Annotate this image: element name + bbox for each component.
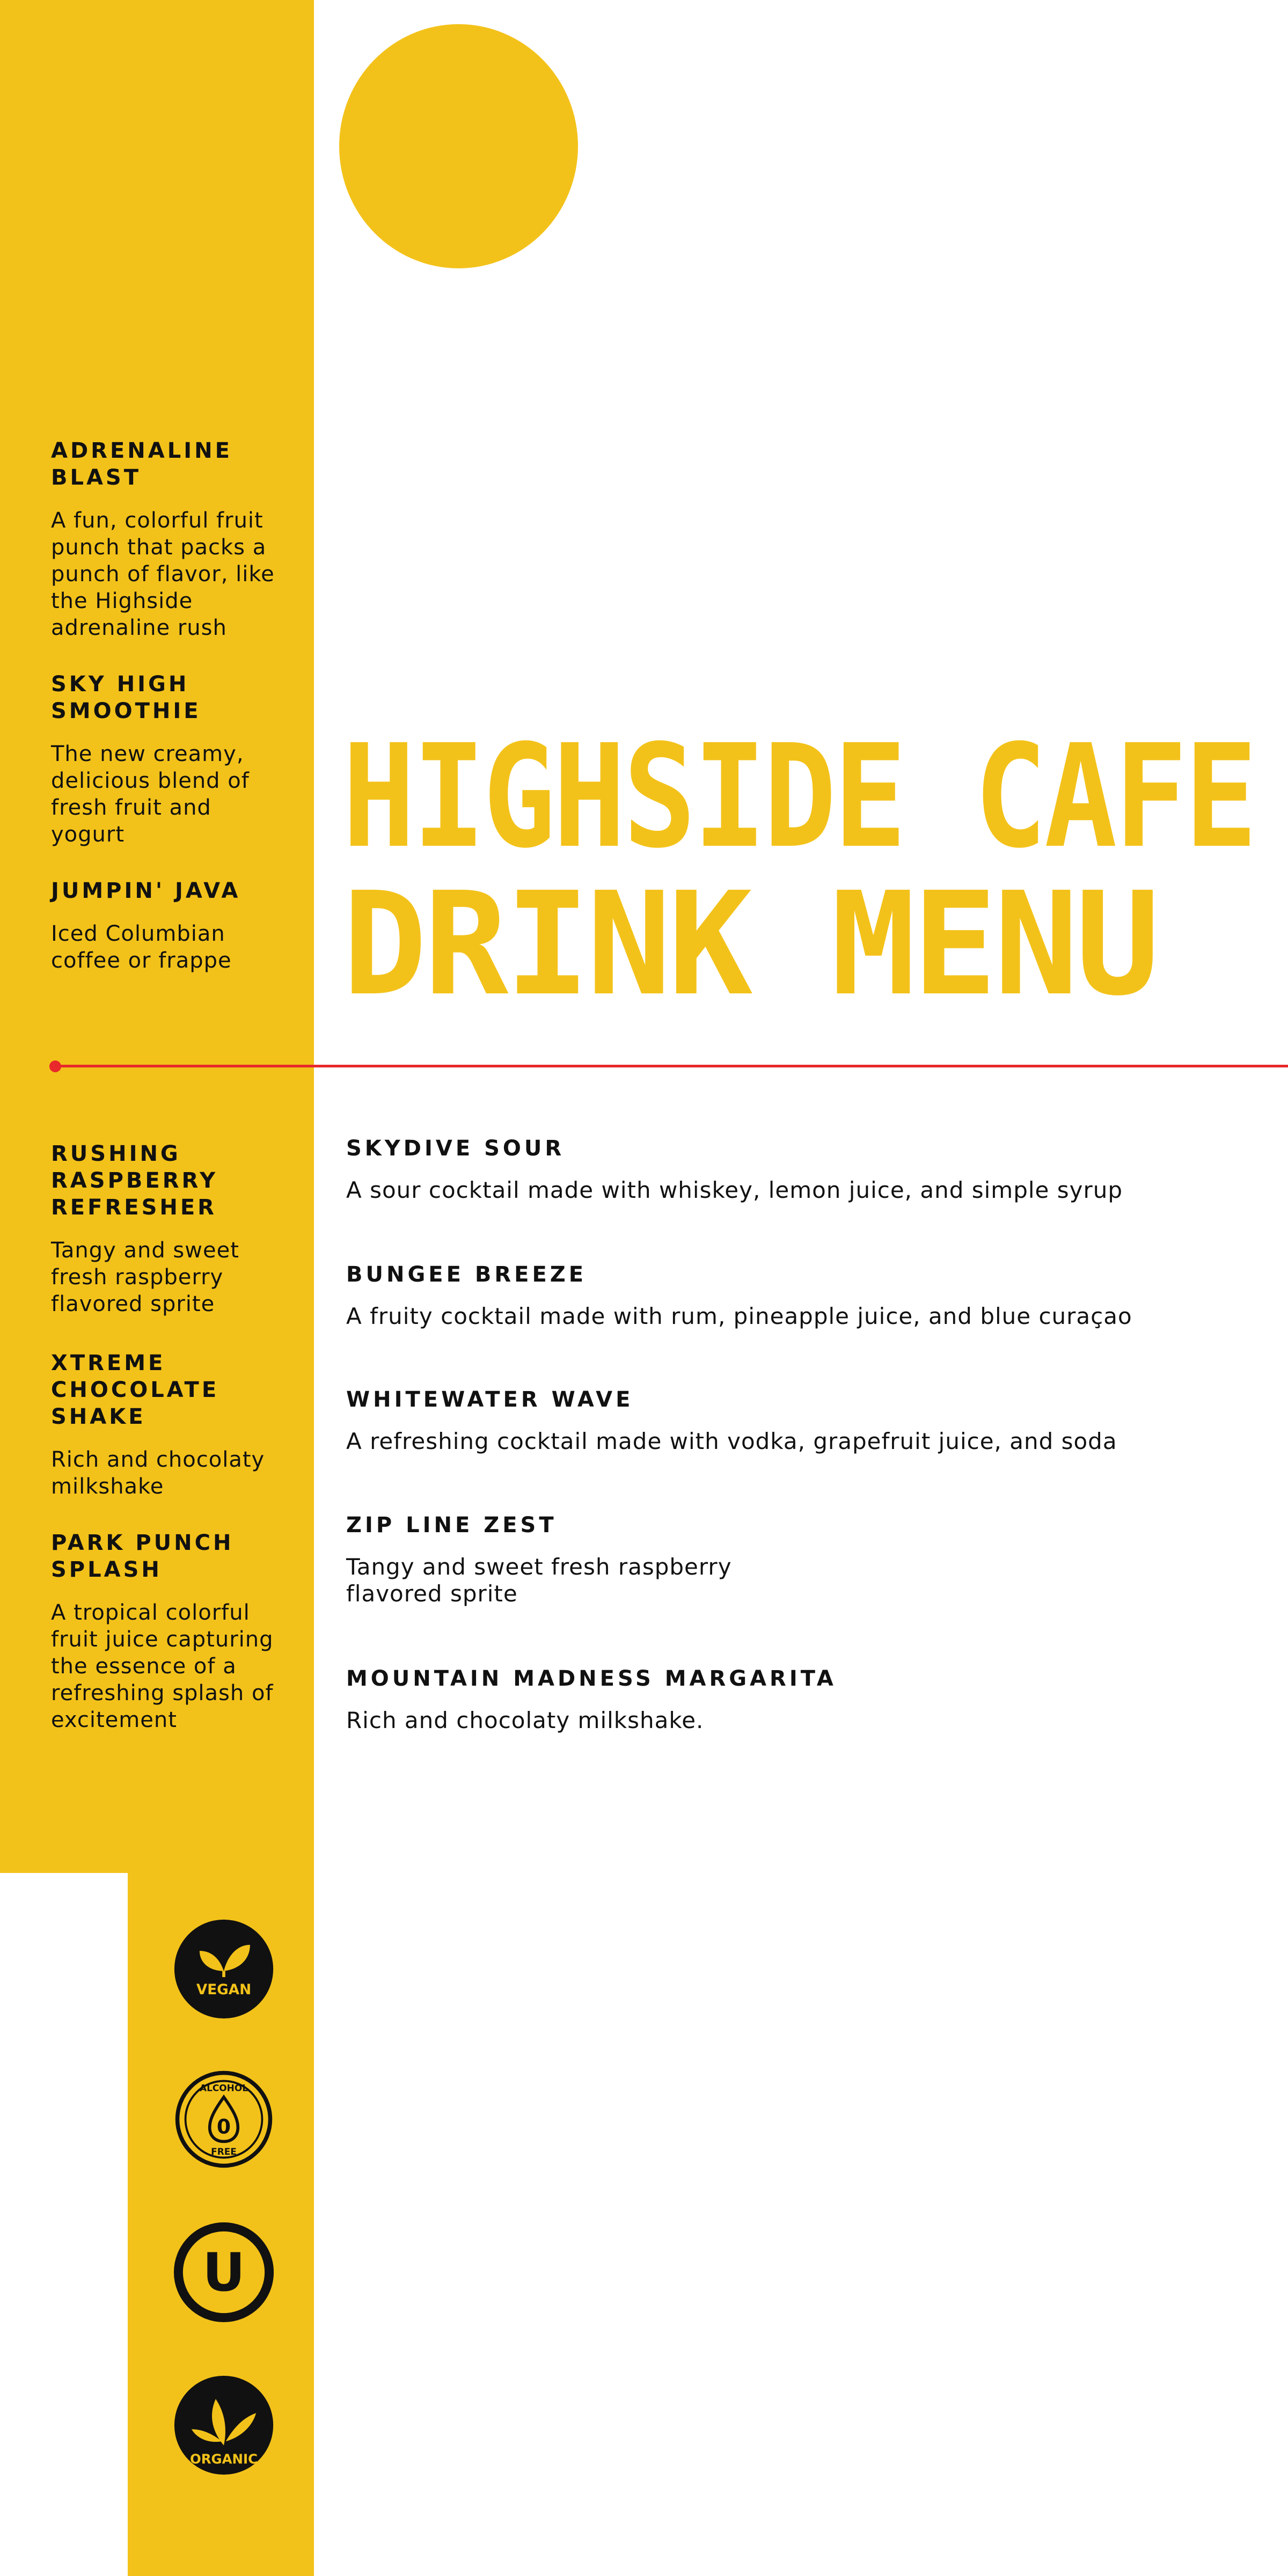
sidebar-item-description: A fun, colorful fruit punch that packs a punch of flavor, like the Highside adrenaline rush — [51, 508, 275, 640]
menu-item-title: WHITEWATER WAVE — [346, 1387, 634, 1412]
divider-line — [56, 1065, 1288, 1067]
menu-item-mountain-madness-margarita — [346, 1665, 1258, 1734]
sidebar-item-description: A tropical colorful fruit juice capturing the essence of a refreshing splash of excitement — [51, 1600, 274, 1732]
sidebar-item-title: ADRENALINE BLAST — [51, 438, 232, 490]
menu-item-zip-line-zest — [346, 1512, 1258, 1607]
menu-item-whitewater-wave — [346, 1386, 1258, 1455]
alcohol-free-top-label: ALCOHOL — [200, 2082, 248, 2094]
alcohol-free-icon — [178, 2073, 270, 2166]
sidebar-item-jumpin-java — [51, 877, 276, 974]
kosher-badge — [173, 2222, 274, 2323]
menu-item-description: Rich and chocolaty milkshake. — [346, 1707, 704, 1733]
vegan-badge — [173, 1919, 274, 2019]
sidebar-item-title: JUMPIN' JAVA — [51, 879, 241, 903]
sidebar-item-park-punch-splash — [51, 1529, 276, 1733]
sidebar-item-sky-high-smoothie — [51, 671, 276, 848]
menu-item-title: MOUNTAIN MADNESS MARGARITA — [346, 1666, 837, 1691]
yellow-circle-decoration — [339, 24, 578, 268]
menu-item-description: Tangy and sweet fresh raspberry flavored sprite — [346, 1554, 732, 1607]
alcohol-free-bottom-label: FREE — [211, 2146, 237, 2157]
page-title-line-2: DRINK MENU — [342, 862, 1157, 1027]
alcohol-free-badge — [173, 2069, 274, 2170]
menu-item-title: BUNGEE BREEZE — [346, 1262, 587, 1287]
sidebar-item-description: The new creamy, delicious blend of fresh fruit and yogurt — [51, 742, 250, 847]
kosher-label: U — [202, 2242, 245, 2303]
sidebar-item-title: XTREME CHOCOLATE SHAKE — [51, 1351, 219, 1429]
menu-item-bungee-breeze — [346, 1261, 1258, 1330]
sidebar-item-description: Rich and chocolaty milkshake — [51, 1447, 265, 1499]
alcohol-free-zero: 0 — [216, 2114, 231, 2139]
menu-item-title: SKYDIVE SOUR — [346, 1136, 565, 1161]
page-title-line-1: HIGHSIDE CAFE — [342, 714, 1255, 880]
sidebar-item-description: Tangy and sweet fresh raspberry flavored sprite — [51, 1238, 239, 1316]
menu-item-description: A refreshing cocktail made with vodka, grapefruit juice, and soda — [346, 1428, 1117, 1454]
menu-item-title: ZIP LINE ZEST — [346, 1513, 557, 1538]
menu-item-description: A fruity cocktail made with rum, pineapple juice, and blue curaçao — [346, 1303, 1132, 1329]
sidebar-item-title: SKY HIGH SMOOTHIE — [51, 672, 201, 723]
organic-icon — [174, 2376, 273, 2475]
organic-label: ORGANIC — [189, 2451, 258, 2467]
sidebar-item-adrenaline-blast — [51, 437, 276, 641]
sidebar-item-title: PARK PUNCH SPLASH — [51, 1531, 234, 1582]
vegan-label: VEGAN — [196, 1982, 252, 1998]
organic-badge — [173, 2375, 274, 2476]
vegan-icon — [174, 1920, 273, 2018]
sidebar-item-xtreme-chocolate-shake — [51, 1350, 276, 1500]
kosher-icon — [178, 2227, 269, 2317]
sidebar-item-title: RUSHING RASPBERRY REFRESHER — [51, 1141, 218, 1220]
menu-item-skydive-sour — [346, 1135, 1258, 1204]
sidebar-item-description: Iced Columbian coffee or frappe — [51, 921, 232, 973]
sidebar-item-rushing-raspberry-refresher — [51, 1140, 276, 1318]
menu-item-description: A sour cocktail made with whiskey, lemon juice, and simple syrup — [346, 1177, 1123, 1203]
